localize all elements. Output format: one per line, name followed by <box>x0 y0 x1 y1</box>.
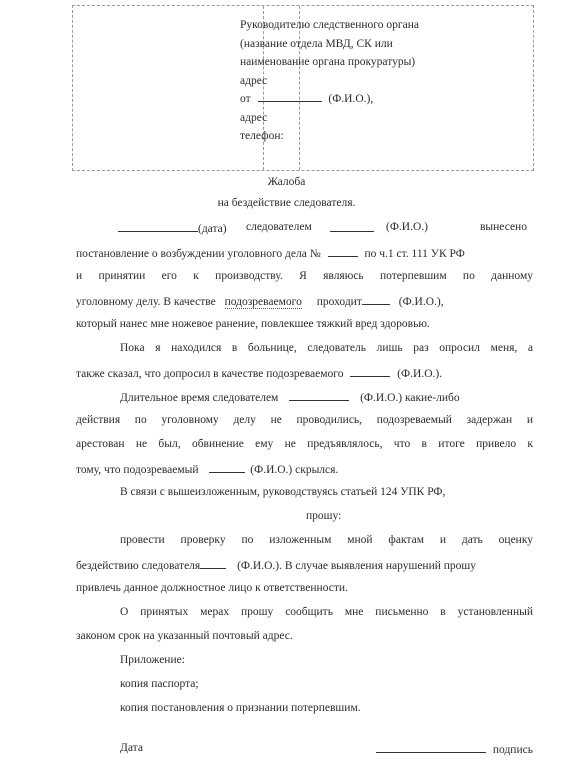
text: действия по уголовному делу не проводились, подозреваемый задержан и <box>76 414 533 426</box>
para3-row4: тому, что подозреваемый (Ф.И.О.) скрылся. <box>76 464 339 476</box>
para5-row2: бездействию следователя (Ф.И.О.). В случае выявления нарушений прошу <box>76 560 477 572</box>
text: законом срок на указанный почтовый адрес. <box>76 630 293 642</box>
text: арестован не был, обвинение ему не предъявлялось, что в итоге привело к <box>76 438 533 450</box>
signature-line: подпись <box>376 742 533 756</box>
document-subtitle: на бездействие следователя. <box>217 197 356 209</box>
text: следователем <box>246 221 312 233</box>
recipient-line: телефон: <box>240 130 284 142</box>
blank-line <box>258 91 322 102</box>
para1-row1-blank <box>330 221 374 235</box>
recipient-line: Руководителю следственного органа <box>240 19 419 31</box>
text: О принятых мерах прошу сообщить мне письменно в установленный <box>120 606 533 618</box>
para1-row1: (дата) <box>118 221 227 235</box>
recipient-line: адрес <box>240 74 268 87</box>
request-heading: прошу: <box>306 510 342 522</box>
recipient-line: наименование органа прокуратуры) <box>240 56 416 68</box>
text: провести проверку по изложенным мной фактам и дать оценку <box>120 534 533 546</box>
para2-row2: также сказал, что допросил в качестве подозреваемого (Ф.И.О.). <box>76 368 443 380</box>
text: который нанес мне ножевое ранение, повлекшее тяжкий вред здоровью. <box>76 318 430 330</box>
recipient-line: адрес <box>240 111 268 124</box>
text: (Ф.И.О.) <box>386 221 428 233</box>
recipient-block <box>240 16 460 146</box>
para1-row2: постановление о возбуждении уголовного дела № по ч.1 ст. 111 УК РФ <box>76 248 465 260</box>
recipient-from-line: от (Ф.И.О.), <box>240 93 374 105</box>
text: вынесено <box>480 221 527 233</box>
attachment-item: копия постановления о признании потерпевшим. <box>120 702 361 714</box>
document-title: Жалоба <box>267 176 306 188</box>
para3-row1: Длительное время следователем (Ф.И.О.) какие-либо <box>120 392 460 404</box>
blank-line <box>118 221 198 232</box>
text: и принятии его к производству. Я являюсь потерпевшим по данному <box>76 270 533 282</box>
text: В связи с вышеизложенным, руководствуясь статьей 124 УПК РФ, <box>120 486 446 498</box>
attachment-item: копия паспорта; <box>120 678 199 690</box>
recipient-line: (название отдела МВД, СК или <box>240 37 393 50</box>
text: Пока я находился в больнице, следователь лишь раз опросил меня, а <box>120 342 533 354</box>
para1-row4: уголовному делу. В качестве подозреваемого проходит (Ф.И.О.), <box>76 296 444 308</box>
text: привлечь данное должностное лицо к ответственности. <box>76 582 348 594</box>
attachments-label: Приложение: <box>120 654 185 666</box>
date-label: Дата <box>120 742 143 754</box>
